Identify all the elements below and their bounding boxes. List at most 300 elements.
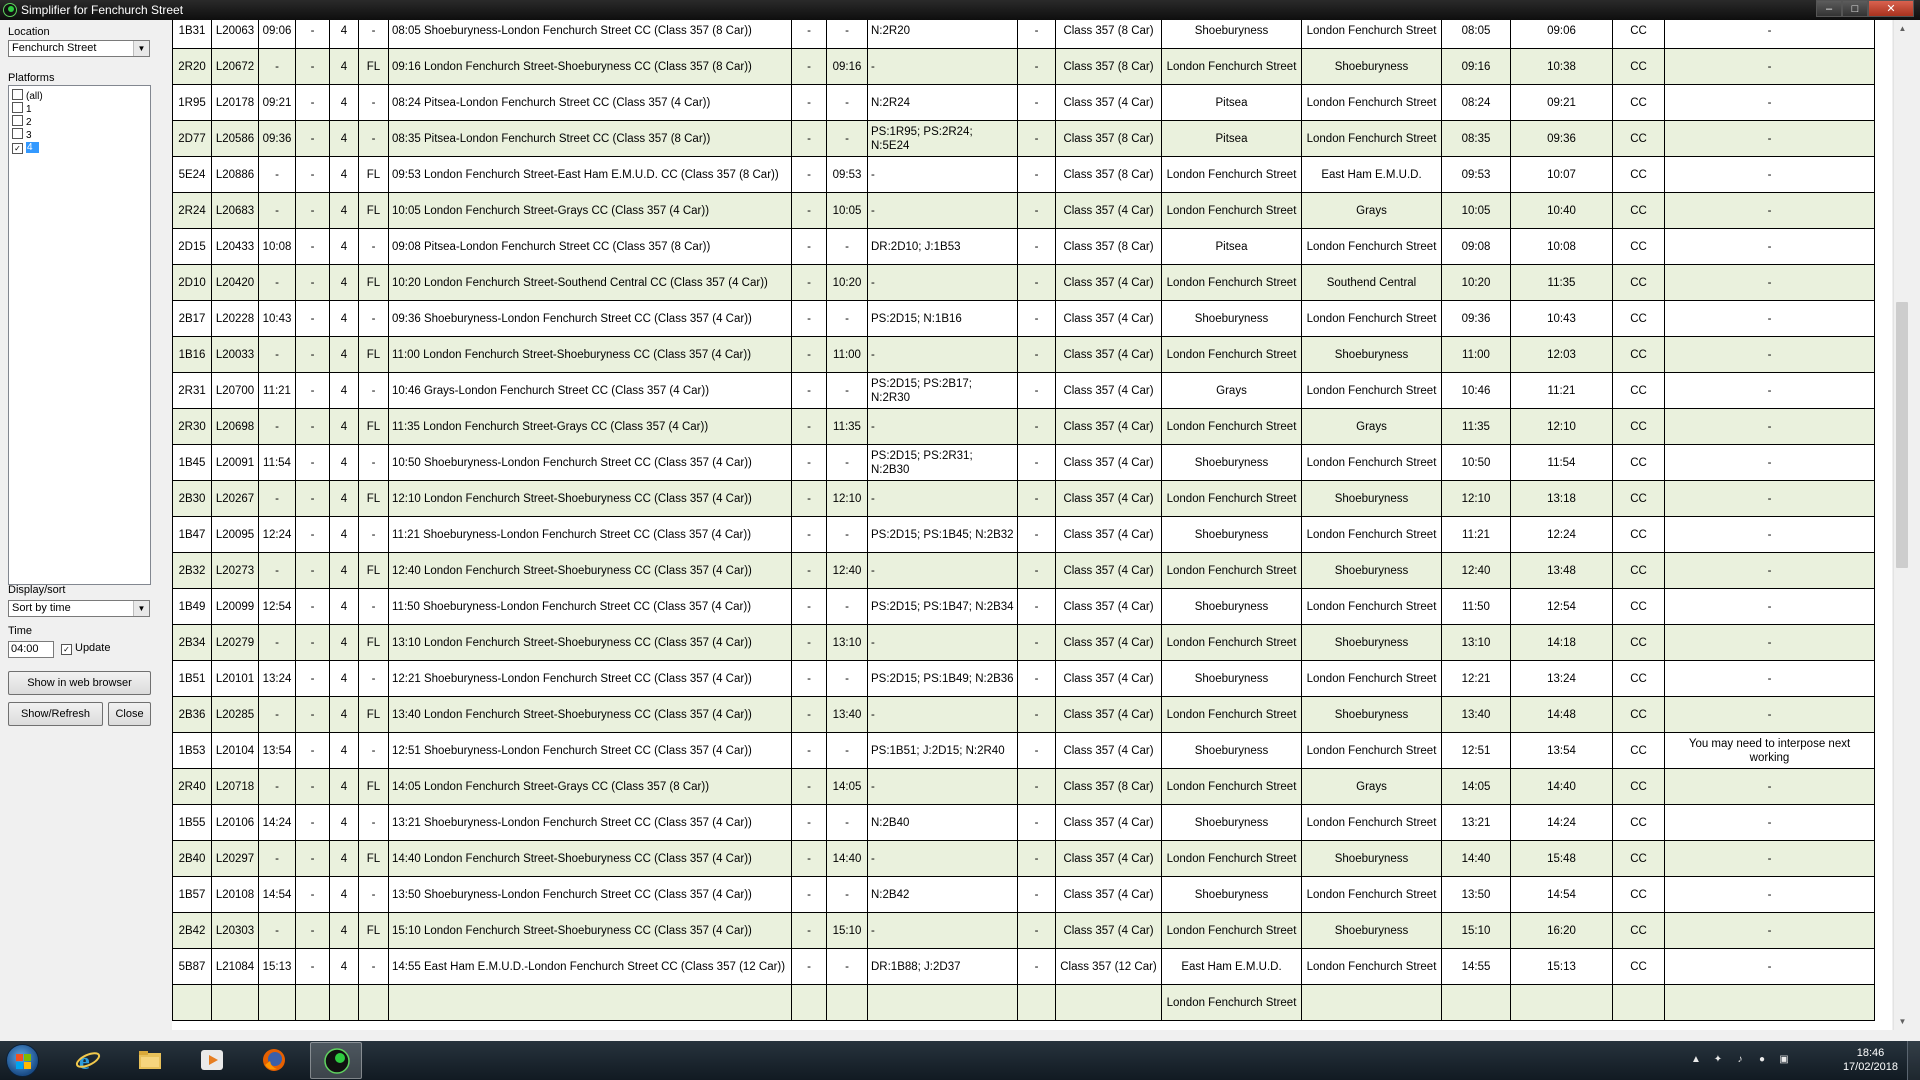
cell-origin: Shoeburyness bbox=[1162, 805, 1302, 841]
cell-schedule-id: L20104 bbox=[212, 733, 259, 769]
platform-checkbox[interactable] bbox=[12, 115, 23, 126]
cell-departure: - bbox=[827, 661, 868, 697]
cell-headcode: 1R95 bbox=[173, 85, 212, 121]
cell-schedule-id: L20178 bbox=[212, 85, 259, 121]
cell-column-11: - bbox=[1018, 553, 1056, 589]
cell-service-description: 14:05 London Fenchurch Street-Grays CC (Class 357 (8 Car)) bbox=[389, 769, 792, 805]
cell-platform: 4 bbox=[330, 481, 359, 517]
close-window-button[interactable]: ✕ bbox=[1868, 0, 1914, 17]
network-icon[interactable]: ▣ bbox=[1779, 1054, 1789, 1065]
cell-schedule-id: L20091 bbox=[212, 445, 259, 481]
cell-unit-class: Class 357 (4 Car) bbox=[1056, 841, 1162, 877]
update-checkbox[interactable] bbox=[61, 642, 110, 655]
cell-category: CC bbox=[1613, 193, 1665, 229]
cell-arrival: 12:24 bbox=[259, 517, 296, 553]
cell-fl-flag: - bbox=[359, 661, 389, 697]
cell-departure: - bbox=[827, 733, 868, 769]
cell-category: CC bbox=[1613, 85, 1665, 121]
cell-platform: 4 bbox=[330, 20, 359, 49]
cell-pass: - bbox=[296, 769, 330, 805]
cell-origin-time: 11:50 bbox=[1442, 589, 1511, 625]
cell-associations: PS:1R95; PS:2R24; N:5E24 bbox=[868, 121, 1018, 157]
cell-arrival: 09:36 bbox=[259, 121, 296, 157]
cell-schedule-id: L20420 bbox=[212, 265, 259, 301]
cell-departure: 09:16 bbox=[827, 49, 868, 85]
cell-fl-flag: - bbox=[359, 373, 389, 409]
table-row[interactable] bbox=[173, 85, 1875, 121]
cell-column-11: - bbox=[1018, 769, 1056, 805]
cell-service-description: 10:46 Grays-London Fenchurch Street CC (Class 357 (4 Car)) bbox=[389, 373, 792, 409]
cell-origin-time: 12:51 bbox=[1442, 733, 1511, 769]
platform-item[interactable] bbox=[9, 141, 150, 154]
cell-associations: PS:2D15; N:1B16 bbox=[868, 301, 1018, 337]
cell-fl-flag: - bbox=[359, 733, 389, 769]
cell-origin: London Fenchurch Street bbox=[1162, 625, 1302, 661]
cell-notes: - bbox=[1665, 589, 1875, 625]
cell-headcode: 2D10 bbox=[173, 265, 212, 301]
cell-destination-time: 12:24 bbox=[1511, 517, 1613, 553]
cell-origin-time: 10:50 bbox=[1442, 445, 1511, 481]
cell-service-description: 11:21 Shoeburyness-London Fenchurch Street CC (Class 357 (4 Car)) bbox=[389, 517, 792, 553]
cell-departure: 13:10 bbox=[827, 625, 868, 661]
cell-departure: - bbox=[827, 589, 868, 625]
cell-column-11: - bbox=[1018, 337, 1056, 373]
cell-departure: 11:00 bbox=[827, 337, 868, 373]
platform-checkbox[interactable] bbox=[12, 102, 23, 113]
table-row[interactable] bbox=[173, 985, 1875, 1021]
cell-pass: - bbox=[296, 445, 330, 481]
cell-notes: You may need to interpose next working bbox=[1665, 733, 1875, 769]
cell-headcode bbox=[173, 985, 212, 1021]
cell-destination: London Fenchurch Street bbox=[1302, 301, 1442, 337]
cell-platform: 4 bbox=[330, 697, 359, 733]
table-row[interactable] bbox=[173, 445, 1875, 481]
simplifier-app-icon bbox=[324, 1048, 350, 1074]
cell-platform: 4 bbox=[330, 553, 359, 589]
cell-origin: Shoeburyness bbox=[1162, 877, 1302, 913]
table-row[interactable] bbox=[173, 733, 1875, 769]
cell-destination: Shoeburyness bbox=[1302, 553, 1442, 589]
cell-unit-class: Class 357 (8 Car) bbox=[1056, 20, 1162, 49]
cell-schedule-id: L20700 bbox=[212, 373, 259, 409]
cell-fl-flag: - bbox=[359, 949, 389, 985]
cell-pass: - bbox=[296, 481, 330, 517]
taskbar-media-player[interactable] bbox=[186, 1042, 238, 1079]
cell-service-description: 11:00 London Fenchurch Street-Shoeburyness CC (Class 357 (4 Car)) bbox=[389, 337, 792, 373]
cell-schedule-id: L20033 bbox=[212, 337, 259, 373]
cell-service-description: 11:35 London Fenchurch Street-Grays CC (Class 357 (4 Car)) bbox=[389, 409, 792, 445]
cell-unit-class: Class 357 (4 Car) bbox=[1056, 517, 1162, 553]
cell-origin-time bbox=[1442, 985, 1511, 1021]
cell-column-8: - bbox=[792, 913, 827, 949]
cell-destination-time: 10:43 bbox=[1511, 301, 1613, 337]
cell-notes: - bbox=[1665, 805, 1875, 841]
cell-origin: London Fenchurch Street bbox=[1162, 913, 1302, 949]
table-row[interactable] bbox=[173, 49, 1875, 85]
chevron-down-icon[interactable]: ▼ bbox=[133, 601, 149, 616]
chevron-down-icon[interactable]: ▼ bbox=[133, 41, 149, 56]
cell-headcode: 2R20 bbox=[173, 49, 212, 85]
cell-fl-flag: FL bbox=[359, 769, 389, 805]
display-sort-select[interactable] bbox=[8, 600, 150, 617]
cell-fl-flag: - bbox=[359, 877, 389, 913]
cell-departure bbox=[827, 985, 868, 1021]
table-row[interactable] bbox=[173, 121, 1875, 157]
cell-destination: Shoeburyness bbox=[1302, 481, 1442, 517]
scroll-down-icon[interactable]: ▼ bbox=[1898, 1017, 1907, 1026]
cell-destination: Shoeburyness bbox=[1302, 49, 1442, 85]
taskbar-internet-explorer[interactable] bbox=[62, 1042, 114, 1079]
cell-arrival: - bbox=[259, 841, 296, 877]
cell-arrival: - bbox=[259, 337, 296, 373]
cell-associations: - bbox=[868, 193, 1018, 229]
cell-origin: Shoeburyness bbox=[1162, 733, 1302, 769]
cell-platform: 4 bbox=[330, 625, 359, 661]
scrollbar-thumb[interactable] bbox=[1896, 302, 1908, 568]
platform-checkbox[interactable] bbox=[12, 89, 23, 100]
taskbar-firefox[interactable] bbox=[248, 1042, 300, 1079]
cell-column-8: - bbox=[792, 301, 827, 337]
cell-column-8: - bbox=[792, 85, 827, 121]
cell-unit-class: Class 357 (4 Car) bbox=[1056, 409, 1162, 445]
platforms-list[interactable] bbox=[8, 85, 151, 585]
cell-associations: N:2B40 bbox=[868, 805, 1018, 841]
cell-column-8: - bbox=[792, 445, 827, 481]
cell-pass: - bbox=[296, 49, 330, 85]
title-bar[interactable] bbox=[0, 0, 1920, 20]
cell-arrival: 09:21 bbox=[259, 85, 296, 121]
taskbar-simplifier[interactable] bbox=[310, 1042, 362, 1079]
cell-associations: PS:2D15; PS:1B49; N:2B36 bbox=[868, 661, 1018, 697]
cell-associations bbox=[868, 985, 1018, 1021]
cell-service-description: 12:40 London Fenchurch Street-Shoeburyness CC (Class 357 (4 Car)) bbox=[389, 553, 792, 589]
cell-platform: 4 bbox=[330, 85, 359, 121]
cell-headcode: 2R31 bbox=[173, 373, 212, 409]
cell-departure: - bbox=[827, 229, 868, 265]
table-row[interactable] bbox=[173, 841, 1875, 877]
cell-origin-time: 15:10 bbox=[1442, 913, 1511, 949]
cell-headcode: 2D15 bbox=[173, 229, 212, 265]
cell-column-8 bbox=[792, 985, 827, 1021]
cell-schedule-id: L20279 bbox=[212, 625, 259, 661]
show-desktop-button[interactable] bbox=[1907, 1041, 1920, 1080]
cell-origin: London Fenchurch Street bbox=[1162, 49, 1302, 85]
taskbar bbox=[0, 1041, 1920, 1080]
cell-associations: - bbox=[868, 409, 1018, 445]
cell-schedule-id: L20297 bbox=[212, 841, 259, 877]
cell-departure: 13:40 bbox=[827, 697, 868, 733]
cell-pass: - bbox=[296, 373, 330, 409]
cell-service-description: 13:21 Shoeburyness-London Fenchurch Street CC (Class 357 (4 Car)) bbox=[389, 805, 792, 841]
cell-fl-flag: FL bbox=[359, 337, 389, 373]
cell-associations: - bbox=[868, 337, 1018, 373]
table-row[interactable] bbox=[173, 805, 1875, 841]
cell-column-8: - bbox=[792, 20, 827, 49]
table-row[interactable] bbox=[173, 661, 1875, 697]
cell-origin: East Ham E.M.U.D. bbox=[1162, 949, 1302, 985]
cell-pass: - bbox=[296, 625, 330, 661]
cell-arrival: 12:54 bbox=[259, 589, 296, 625]
cell-platform: 4 bbox=[330, 949, 359, 985]
windows-logo-icon bbox=[24, 1062, 31, 1069]
cell-origin: Shoeburyness bbox=[1162, 445, 1302, 481]
cell-unit-class: Class 357 (4 Car) bbox=[1056, 733, 1162, 769]
cell-schedule-id: L20698 bbox=[212, 409, 259, 445]
cell-service-description: 14:55 East Ham E.M.U.D.-London Fenchurch Street CC (Class 357 (12 Car)) bbox=[389, 949, 792, 985]
table-row[interactable] bbox=[173, 517, 1875, 553]
table-row[interactable] bbox=[173, 229, 1875, 265]
table-row[interactable] bbox=[173, 157, 1875, 193]
cell-unit-class: Class 357 (8 Car) bbox=[1056, 121, 1162, 157]
cell-pass: - bbox=[296, 877, 330, 913]
cell-unit-class: Class 357 (12 Car) bbox=[1056, 949, 1162, 985]
cell-notes: - bbox=[1665, 265, 1875, 301]
cell-service-description: 09:36 Shoeburyness-London Fenchurch Street CC (Class 357 (4 Car)) bbox=[389, 301, 792, 337]
cell-column-11: - bbox=[1018, 193, 1056, 229]
cell-arrival: - bbox=[259, 481, 296, 517]
cell-origin: London Fenchurch Street bbox=[1162, 193, 1302, 229]
cell-destination-time: 14:54 bbox=[1511, 877, 1613, 913]
update-check-icon[interactable]: ✓ bbox=[61, 644, 72, 655]
cell-destination-time: 09:36 bbox=[1511, 121, 1613, 157]
cell-unit-class: Class 357 (4 Car) bbox=[1056, 265, 1162, 301]
cell-arrival: - bbox=[259, 193, 296, 229]
cell-headcode: 1B31 bbox=[173, 20, 212, 49]
close-button[interactable]: Close bbox=[108, 702, 151, 726]
cell-column-8: - bbox=[792, 49, 827, 85]
cell-service-description: 08:24 Pitsea-London Fenchurch Street CC (Class 357 (4 Car)) bbox=[389, 85, 792, 121]
cell-unit-class: Class 357 (4 Car) bbox=[1056, 877, 1162, 913]
table-row[interactable] bbox=[173, 265, 1875, 301]
cell-schedule-id: L20886 bbox=[212, 157, 259, 193]
volume-icon[interactable]: ♪ bbox=[1737, 1054, 1743, 1065]
clock-date: 17/02/2018 bbox=[1842, 1061, 1898, 1073]
platform-item[interactable] bbox=[9, 89, 150, 102]
cell-origin-time: 12:21 bbox=[1442, 661, 1511, 697]
system-tray bbox=[1690, 1041, 1920, 1080]
platform-checkbox[interactable] bbox=[12, 128, 23, 139]
cell-destination: London Fenchurch Street bbox=[1302, 373, 1442, 409]
cell-column-8: - bbox=[792, 625, 827, 661]
cell-arrival bbox=[259, 985, 296, 1021]
table-row[interactable] bbox=[173, 589, 1875, 625]
cell-headcode: 1B49 bbox=[173, 589, 212, 625]
cell-destination-time: 11:21 bbox=[1511, 373, 1613, 409]
cell-departure: - bbox=[827, 877, 868, 913]
cell-unit-class: Class 357 (4 Car) bbox=[1056, 553, 1162, 589]
display-sort-label: Display/sort bbox=[8, 584, 66, 596]
cell-origin-time: 13:50 bbox=[1442, 877, 1511, 913]
cell-associations: PS:2D15; PS:2R31; N:2B30 bbox=[868, 445, 1018, 481]
cell-departure: 14:05 bbox=[827, 769, 868, 805]
cell-fl-flag: FL bbox=[359, 625, 389, 661]
tray-overflow-icon[interactable]: ▲ bbox=[1691, 1054, 1701, 1065]
table-row[interactable] bbox=[173, 409, 1875, 445]
windows-logo-icon bbox=[16, 1054, 23, 1061]
cell-destination: London Fenchurch Street bbox=[1302, 85, 1442, 121]
platform-item[interactable] bbox=[9, 128, 150, 141]
cell-arrival: 11:54 bbox=[259, 445, 296, 481]
update-label: Update bbox=[75, 642, 111, 654]
cell-unit-class: Class 357 (8 Car) bbox=[1056, 49, 1162, 85]
cell-column-11: - bbox=[1018, 301, 1056, 337]
table-row[interactable] bbox=[173, 373, 1875, 409]
cell-platform: 4 bbox=[330, 877, 359, 913]
cell-column-11: - bbox=[1018, 949, 1056, 985]
windows-logo-icon bbox=[16, 1062, 23, 1069]
cell-associations: DR:1B88; J:2D37 bbox=[868, 949, 1018, 985]
cell-pass: - bbox=[296, 913, 330, 949]
table-row[interactable] bbox=[173, 697, 1875, 733]
platform-checkbox[interactable]: ✓ bbox=[12, 143, 23, 154]
dropbox-icon[interactable]: ✦ bbox=[1713, 1054, 1723, 1065]
cell-column-11: - bbox=[1018, 589, 1056, 625]
table-row[interactable] bbox=[173, 20, 1875, 49]
cell-platform: 4 bbox=[330, 733, 359, 769]
minimize-button[interactable]: ‒ bbox=[1816, 0, 1842, 17]
cell-schedule-id: L21084 bbox=[212, 949, 259, 985]
cell-departure: 10:05 bbox=[827, 193, 868, 229]
cell-service-description: 09:16 London Fenchurch Street-Shoeburyness CC (Class 357 (8 Car)) bbox=[389, 49, 792, 85]
cell-notes: - bbox=[1665, 193, 1875, 229]
cell-destination: London Fenchurch Street bbox=[1302, 877, 1442, 913]
security-icon[interactable]: ● bbox=[1758, 1054, 1766, 1065]
table-row[interactable] bbox=[173, 481, 1875, 517]
cell-fl-flag: - bbox=[359, 445, 389, 481]
cell-origin: London Fenchurch Street bbox=[1162, 697, 1302, 733]
cell-schedule-id: L20683 bbox=[212, 193, 259, 229]
cell-headcode: 5B87 bbox=[173, 949, 212, 985]
cell-origin-time: 14:40 bbox=[1442, 841, 1511, 877]
table-row[interactable] bbox=[173, 337, 1875, 373]
cell-notes: - bbox=[1665, 445, 1875, 481]
cell-pass: - bbox=[296, 517, 330, 553]
cell-platform: 4 bbox=[330, 589, 359, 625]
cell-column-8: - bbox=[792, 265, 827, 301]
cell-category: CC bbox=[1613, 301, 1665, 337]
cell-origin: London Fenchurch Street bbox=[1162, 553, 1302, 589]
cell-origin-time: 13:10 bbox=[1442, 625, 1511, 661]
cell-schedule-id: L20672 bbox=[212, 49, 259, 85]
cell-service-description: 12:51 Shoeburyness-London Fenchurch Street CC (Class 357 (4 Car)) bbox=[389, 733, 792, 769]
cell-arrival: - bbox=[259, 553, 296, 589]
media-player-icon bbox=[199, 1047, 225, 1073]
cell-unit-class: Class 357 (8 Car) bbox=[1056, 769, 1162, 805]
cell-pass: - bbox=[296, 661, 330, 697]
cell-destination: London Fenchurch Street bbox=[1302, 20, 1442, 49]
cell-destination-time: 11:35 bbox=[1511, 265, 1613, 301]
cell-fl-flag: - bbox=[359, 20, 389, 49]
table-row[interactable] bbox=[173, 301, 1875, 337]
table-row[interactable] bbox=[173, 625, 1875, 661]
show-refresh-button[interactable]: Show/Refresh bbox=[8, 702, 103, 726]
time-input[interactable]: 04:00 bbox=[8, 641, 54, 658]
table-row[interactable] bbox=[173, 193, 1875, 229]
cell-departure: 14:40 bbox=[827, 841, 868, 877]
cell-destination: London Fenchurch Street bbox=[1302, 949, 1442, 985]
cell-origin: Grays bbox=[1162, 373, 1302, 409]
clock[interactable] bbox=[1843, 1046, 1898, 1074]
cell-departure: - bbox=[827, 121, 868, 157]
cell-column-11: - bbox=[1018, 121, 1056, 157]
table-row[interactable] bbox=[173, 769, 1875, 805]
cell-arrival: 14:24 bbox=[259, 805, 296, 841]
cell-headcode: 2B36 bbox=[173, 697, 212, 733]
cell-category: CC bbox=[1613, 877, 1665, 913]
cell-destination-time: 12:54 bbox=[1511, 589, 1613, 625]
cell-destination-time: 13:18 bbox=[1511, 481, 1613, 517]
cell-origin: London Fenchurch Street bbox=[1162, 265, 1302, 301]
cell-column-8: - bbox=[792, 517, 827, 553]
cell-notes: - bbox=[1665, 949, 1875, 985]
cell-notes: - bbox=[1665, 553, 1875, 589]
cell-associations: - bbox=[868, 553, 1018, 589]
cell-pass: - bbox=[296, 193, 330, 229]
cell-platform: 4 bbox=[330, 841, 359, 877]
cell-arrival: 10:43 bbox=[259, 301, 296, 337]
scroll-up-icon[interactable]: ▲ bbox=[1898, 24, 1907, 33]
cell-departure: 15:10 bbox=[827, 913, 868, 949]
platform-item[interactable] bbox=[9, 115, 150, 128]
cell-destination-time: 16:20 bbox=[1511, 913, 1613, 949]
cell-service-description: 08:05 Shoeburyness-London Fenchurch Street CC (Class 357 (8 Car)) bbox=[389, 20, 792, 49]
cell-destination: Shoeburyness bbox=[1302, 625, 1442, 661]
start-button[interactable] bbox=[6, 1044, 39, 1077]
cell-notes: - bbox=[1665, 85, 1875, 121]
cell-destination: Grays bbox=[1302, 193, 1442, 229]
table-row[interactable] bbox=[173, 913, 1875, 949]
maximize-button[interactable]: □ bbox=[1842, 0, 1868, 17]
cell-fl-flag: - bbox=[359, 805, 389, 841]
cell-platform: 4 bbox=[330, 265, 359, 301]
cell-pass: - bbox=[296, 157, 330, 193]
taskbar-file-explorer[interactable] bbox=[124, 1042, 176, 1079]
cell-origin-time: 14:05 bbox=[1442, 769, 1511, 805]
cell-column-11: - bbox=[1018, 841, 1056, 877]
table-row[interactable] bbox=[173, 877, 1875, 913]
cell-arrival: - bbox=[259, 49, 296, 85]
platform-item[interactable] bbox=[9, 102, 150, 115]
cell-destination-time: 15:13 bbox=[1511, 949, 1613, 985]
location-select[interactable] bbox=[8, 40, 150, 57]
cell-origin-time: 09:16 bbox=[1442, 49, 1511, 85]
vertical-scrollbar[interactable] bbox=[1893, 20, 1911, 1030]
cell-destination: London Fenchurch Street bbox=[1302, 121, 1442, 157]
cell-origin-time: 11:21 bbox=[1442, 517, 1511, 553]
cell-column-11: - bbox=[1018, 20, 1056, 49]
cell-destination-time: 14:18 bbox=[1511, 625, 1613, 661]
show-in-web-browser-button[interactable]: Show in web browser bbox=[8, 671, 151, 695]
cell-associations: PS:2D15; PS:2B17; N:2R30 bbox=[868, 373, 1018, 409]
cell-column-8: - bbox=[792, 805, 827, 841]
cell-category: CC bbox=[1613, 445, 1665, 481]
cell-origin-time: 10:05 bbox=[1442, 193, 1511, 229]
cell-column-8: - bbox=[792, 157, 827, 193]
cell-platform: 4 bbox=[330, 229, 359, 265]
cell-category: CC bbox=[1613, 337, 1665, 373]
cell-arrival: - bbox=[259, 265, 296, 301]
cell-column-8: - bbox=[792, 553, 827, 589]
cell-category: CC bbox=[1613, 265, 1665, 301]
cell-column-8: - bbox=[792, 589, 827, 625]
cell-destination bbox=[1302, 985, 1442, 1021]
table-row[interactable] bbox=[173, 553, 1875, 589]
cell-arrival: 11:21 bbox=[259, 373, 296, 409]
cell-notes: - bbox=[1665, 409, 1875, 445]
table-row[interactable] bbox=[173, 949, 1875, 985]
cell-column-8: - bbox=[792, 337, 827, 373]
cell-fl-flag: FL bbox=[359, 913, 389, 949]
